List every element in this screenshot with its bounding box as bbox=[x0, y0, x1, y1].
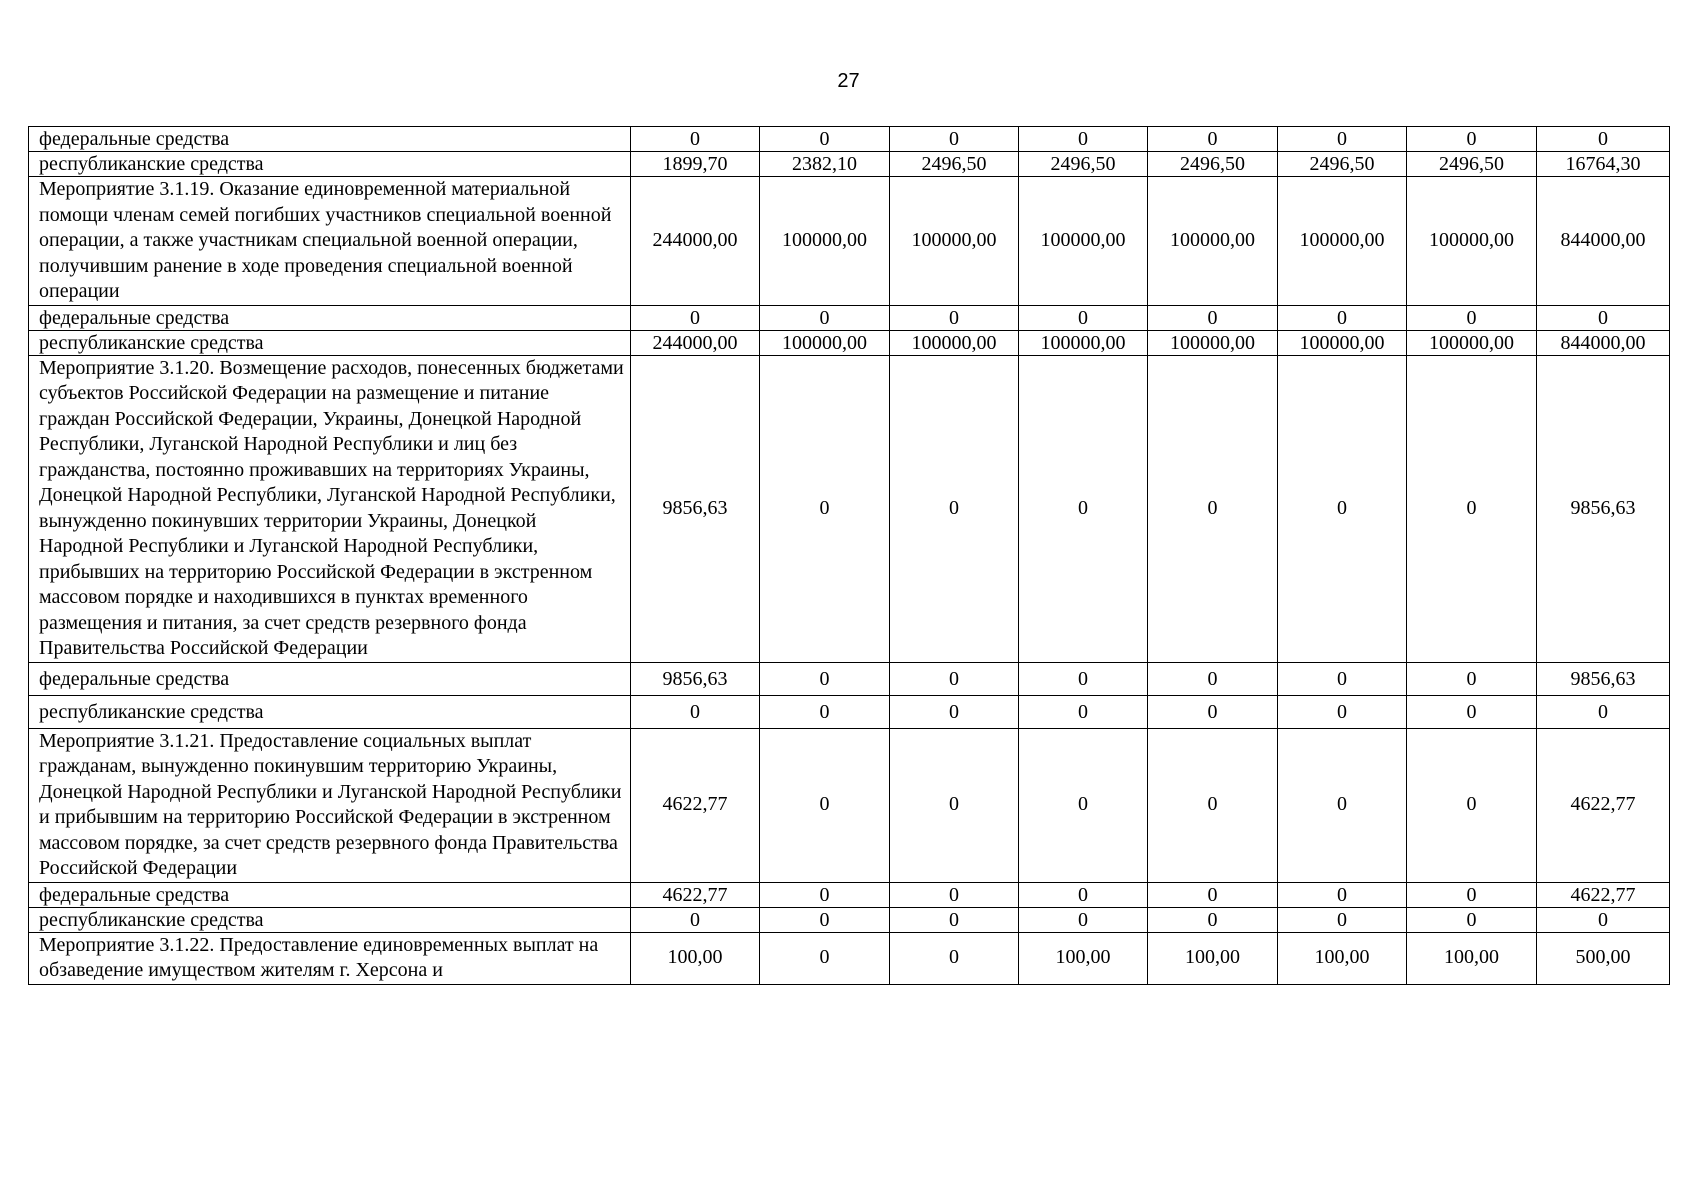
total-cell: 9856,63 bbox=[1537, 662, 1670, 695]
amount-cell: 0 bbox=[1148, 662, 1278, 695]
amount-cell: 100,00 bbox=[1278, 932, 1407, 984]
amount-cell: 100000,00 bbox=[1148, 177, 1278, 306]
amount-cell: 0 bbox=[1019, 662, 1148, 695]
funding-source-row bbox=[29, 305, 1670, 330]
budget-table bbox=[28, 126, 1670, 985]
amount-cell: 100000,00 bbox=[1278, 177, 1407, 306]
total-cell: 0 bbox=[1537, 907, 1670, 932]
amount-cell: 244000,00 bbox=[631, 177, 760, 306]
measure-description: Мероприятие 3.1.20. Возмещение расходов, понесенных бюджетами субъектов Российской Федерации на размещение и питание граждан Российской Федерации, Украины, Донецкой Народной Республики, Луганской Народной Республики и лиц без гражданства, постоянно проживавших на территориях Украины, Донецкой Народной Республики, Луганской Народной Республики, вынужденно покинувших территории Украины, Донецкой Народной Республики и Луганской Народной Республики, прибывших на территорию Российской Федерации в экстренном массовом порядке и находившихся в пунктах временного размещения и питания, за счет средств резервного фонда Правительства Российской Федерации bbox=[29, 355, 631, 662]
funding-source-label: федеральные средства bbox=[29, 662, 631, 695]
amount-cell: 2496,50 bbox=[1278, 152, 1407, 177]
amount-cell: 0 bbox=[890, 882, 1019, 907]
amount-cell: 0 bbox=[1148, 305, 1278, 330]
amount-cell: 100000,00 bbox=[760, 330, 890, 355]
funding-source-label: республиканские средства bbox=[29, 330, 631, 355]
amount-cell: 0 bbox=[631, 127, 760, 152]
funding-source-label: федеральные средства bbox=[29, 305, 631, 330]
amount-cell: 0 bbox=[760, 695, 890, 728]
amount-cell: 0 bbox=[1019, 882, 1148, 907]
amount-cell: 100000,00 bbox=[890, 177, 1019, 306]
funding-source-label: республиканские средства bbox=[29, 907, 631, 932]
measure-row bbox=[29, 355, 1670, 662]
amount-cell: 0 bbox=[1148, 728, 1278, 882]
total-cell: 500,00 bbox=[1537, 932, 1670, 984]
amount-cell: 0 bbox=[1407, 907, 1537, 932]
amount-cell: 0 bbox=[1278, 695, 1407, 728]
amount-cell: 0 bbox=[890, 355, 1019, 662]
amount-cell: 0 bbox=[760, 932, 890, 984]
amount-cell: 0 bbox=[1019, 728, 1148, 882]
amount-cell: 0 bbox=[1148, 695, 1278, 728]
total-cell: 4622,77 bbox=[1537, 882, 1670, 907]
total-cell: 9856,63 bbox=[1537, 355, 1670, 662]
amount-cell: 0 bbox=[631, 695, 760, 728]
amount-cell: 100,00 bbox=[1407, 932, 1537, 984]
total-cell: 0 bbox=[1537, 305, 1670, 330]
total-cell: 16764,30 bbox=[1537, 152, 1670, 177]
amount-cell: 0 bbox=[631, 305, 760, 330]
amount-cell: 100000,00 bbox=[1407, 330, 1537, 355]
amount-cell: 0 bbox=[1019, 695, 1148, 728]
total-cell: 844000,00 bbox=[1537, 330, 1670, 355]
amount-cell: 0 bbox=[1019, 305, 1148, 330]
amount-cell: 0 bbox=[890, 907, 1019, 932]
total-cell: 0 bbox=[1537, 695, 1670, 728]
amount-cell: 0 bbox=[890, 127, 1019, 152]
amount-cell: 0 bbox=[1019, 907, 1148, 932]
amount-cell: 0 bbox=[760, 662, 890, 695]
amount-cell: 0 bbox=[760, 127, 890, 152]
amount-cell: 0 bbox=[1278, 355, 1407, 662]
amount-cell: 100,00 bbox=[1148, 932, 1278, 984]
funding-source-row bbox=[29, 882, 1670, 907]
amount-cell: 0 bbox=[1278, 127, 1407, 152]
amount-cell: 0 bbox=[1407, 305, 1537, 330]
amount-cell: 1899,70 bbox=[631, 152, 760, 177]
amount-cell: 0 bbox=[1407, 882, 1537, 907]
funding-source-label: республиканские средства bbox=[29, 695, 631, 728]
amount-cell: 100000,00 bbox=[1278, 330, 1407, 355]
amount-cell: 100000,00 bbox=[1019, 177, 1148, 306]
amount-cell: 0 bbox=[890, 728, 1019, 882]
funding-source-row bbox=[29, 662, 1670, 695]
amount-cell: 9856,63 bbox=[631, 355, 760, 662]
page-number: 27 bbox=[837, 70, 860, 92]
amount-cell: 2496,50 bbox=[1019, 152, 1148, 177]
total-cell: 4622,77 bbox=[1537, 728, 1670, 882]
funding-source-row bbox=[29, 152, 1670, 177]
amount-cell: 100,00 bbox=[631, 932, 760, 984]
amount-cell: 0 bbox=[1278, 305, 1407, 330]
amount-cell: 0 bbox=[890, 305, 1019, 330]
funding-source-row bbox=[29, 907, 1670, 932]
amount-cell: 0 bbox=[1278, 728, 1407, 882]
amount-cell: 100,00 bbox=[1019, 932, 1148, 984]
amount-cell: 0 bbox=[1019, 355, 1148, 662]
amount-cell: 100000,00 bbox=[1407, 177, 1537, 306]
amount-cell: 0 bbox=[1407, 695, 1537, 728]
amount-cell: 0 bbox=[1278, 907, 1407, 932]
amount-cell: 2496,50 bbox=[890, 152, 1019, 177]
total-cell: 844000,00 bbox=[1537, 177, 1670, 306]
amount-cell: 0 bbox=[760, 882, 890, 907]
funding-source-label: федеральные средства bbox=[29, 127, 631, 152]
measure-row bbox=[29, 728, 1670, 882]
funding-source-label: федеральные средства bbox=[29, 882, 631, 907]
amount-cell: 100000,00 bbox=[1148, 330, 1278, 355]
amount-cell: 4622,77 bbox=[631, 882, 760, 907]
amount-cell: 0 bbox=[1148, 127, 1278, 152]
funding-source-label: республиканские средства bbox=[29, 152, 631, 177]
amount-cell: 0 bbox=[1148, 907, 1278, 932]
amount-cell: 9856,63 bbox=[631, 662, 760, 695]
measure-description: Мероприятие 3.1.21. Предоставление социальных выплат гражданам, вынужденно покинувшим территорию Украины, Донецкой Народной Республики и Луганской Народной Республики и прибывшим на территорию Российской Федерации в экстренном массовом порядке, за счет средств резервного фонда Правительства Российской Федерации bbox=[29, 728, 631, 882]
amount-cell: 0 bbox=[1407, 728, 1537, 882]
amount-cell: 0 bbox=[631, 907, 760, 932]
amount-cell: 0 bbox=[890, 932, 1019, 984]
amount-cell: 0 bbox=[1148, 355, 1278, 662]
amount-cell: 0 bbox=[1148, 882, 1278, 907]
funding-source-row bbox=[29, 127, 1670, 152]
funding-source-row bbox=[29, 330, 1670, 355]
amount-cell: 4622,77 bbox=[631, 728, 760, 882]
amount-cell: 100000,00 bbox=[890, 330, 1019, 355]
amount-cell: 2496,50 bbox=[1148, 152, 1278, 177]
budget-table-body bbox=[29, 127, 1670, 985]
amount-cell: 244000,00 bbox=[631, 330, 760, 355]
amount-cell: 0 bbox=[1278, 662, 1407, 695]
measure-row bbox=[29, 932, 1670, 984]
amount-cell: 0 bbox=[760, 907, 890, 932]
amount-cell: 0 bbox=[1407, 355, 1537, 662]
amount-cell: 0 bbox=[1019, 127, 1148, 152]
amount-cell: 0 bbox=[1278, 882, 1407, 907]
measure-description: Мероприятие 3.1.22. Предоставление единовременных выплат на обзаведение имуществом жителям г. Херсона и bbox=[29, 932, 631, 984]
measure-row bbox=[29, 177, 1670, 306]
amount-cell: 0 bbox=[1407, 127, 1537, 152]
amount-cell: 0 bbox=[760, 305, 890, 330]
amount-cell: 100000,00 bbox=[760, 177, 890, 306]
total-cell: 0 bbox=[1537, 127, 1670, 152]
measure-description: Мероприятие 3.1.19. Оказание единовременной материальной помощи членам семей погибших участников специальной военной операции, а также участникам специальной военной операции, получившим ранение в ходе проведения специальной военной операции bbox=[29, 177, 631, 306]
amount-cell: 2382,10 bbox=[760, 152, 890, 177]
amount-cell: 0 bbox=[760, 728, 890, 882]
amount-cell: 0 bbox=[890, 662, 1019, 695]
amount-cell: 0 bbox=[760, 355, 890, 662]
amount-cell: 100000,00 bbox=[1019, 330, 1148, 355]
amount-cell: 0 bbox=[890, 695, 1019, 728]
amount-cell: 2496,50 bbox=[1407, 152, 1537, 177]
amount-cell: 0 bbox=[1407, 662, 1537, 695]
funding-source-row bbox=[29, 695, 1670, 728]
